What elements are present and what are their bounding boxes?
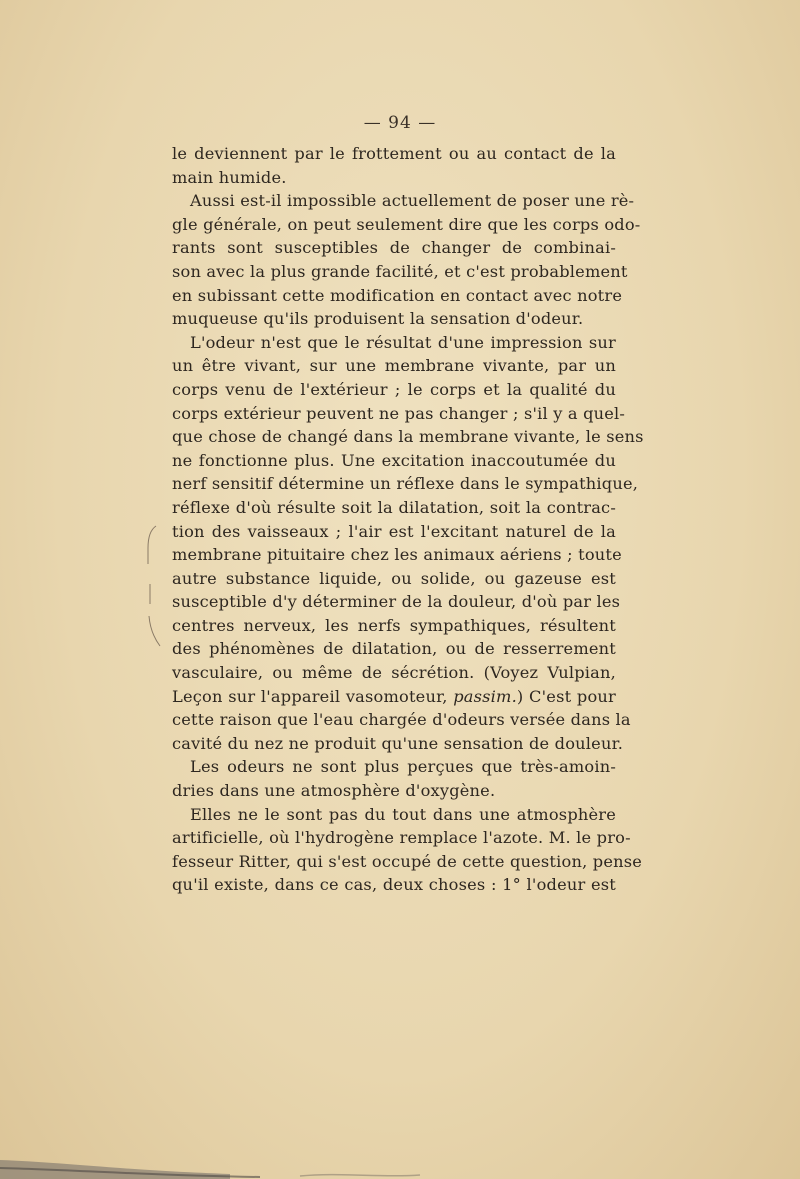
text-line: cavité du nez ne produit qu'une sensation de douleur.: [172, 733, 624, 753]
text-line: fesseur Ritter, qui s'est occupé de cette question, pense: [172, 851, 643, 871]
text-line: le deviennent par le frottement ou au contact de la: [172, 144, 616, 163]
text-line: muqueuse qu'ils produisent la sensation d'odeur.: [172, 309, 584, 329]
text-line: cette raison que l'eau chargée d'odeurs versée dans la: [172, 710, 631, 730]
text-line: dries dans une atmosphère d'oxygène.: [172, 781, 496, 801]
text-line: vasculaire, ou même de sécrétion. (Voyez Vulpian,: [172, 663, 616, 683]
text-line: Les odeurs ne sont plus perçues que très-amoin-: [190, 757, 616, 777]
body-text: [172, 142, 644, 897]
italic-text: passim.: [453, 686, 517, 706]
text-line: main humide.: [172, 167, 287, 187]
text-line: qu'il existe, dans ce cas, deux choses : 1° l'odeur est: [172, 875, 616, 895]
text-line: membrane pituitaire chez les animaux aériens ; toute: [172, 545, 622, 565]
text-line: autre substance liquide, ou solide, ou gazeuse est: [172, 568, 616, 588]
text-line: artificielle, où l'hydrogène remplace l'azote. M. le pro-: [172, 828, 631, 848]
text-line: réflexe d'où résulte soit la dilatation, soit la contrac-: [172, 497, 616, 517]
margin-pencil-mark: [142, 524, 172, 648]
text-line: son avec la plus grande facilité, et c'est probablement: [172, 261, 628, 281]
page-number: — 94 —: [363, 113, 437, 133]
text-line: corps extérieur peuvent ne pas changer ; s'il y a quel-: [172, 403, 626, 423]
text-line: des phénomènes de dilatation, ou de resserrement: [172, 639, 616, 659]
text-line: rants sont susceptibles de changer de combinai-: [172, 238, 616, 258]
text-line: Leçon sur l'appareil vasomoteur, passim.) C'est pour: [172, 686, 616, 706]
text-line: nerf sensitif détermine un réflexe dans le sympathique,: [172, 474, 639, 494]
text-line: tion des vaisseaux ; l'air est l'excitant naturel de la: [172, 521, 616, 541]
text-line: Elles ne le sont pas du tout dans une atmosphère: [190, 804, 616, 824]
text-line: en subissant cette modification en contact avec notre: [172, 285, 623, 305]
text-line: ne fonctionne plus. Une excitation inaccoutumée du: [172, 450, 616, 470]
text-line: centres nerveux, les nerfs sympathiques, résultent: [172, 615, 616, 635]
text-line: L'odeur n'est que le résultat d'une impression sur: [190, 332, 616, 352]
text-line: un être vivant, sur une membrane vivante, par un: [172, 356, 616, 376]
scan-edge-artifact: [0, 1120, 800, 1179]
text-line: Aussi est-il impossible actuellement de poser une rè-: [190, 191, 635, 211]
text-line: susceptible d'y déterminer de la douleur, d'où par les: [172, 592, 621, 612]
text-line: gle générale, on peut seulement dire que les corps odo-: [172, 214, 641, 234]
text-line: corps venu de l'extérieur ; le corps et la qualité du: [172, 379, 616, 399]
text-line: que chose de changé dans la membrane vivante, le sens: [172, 427, 644, 447]
